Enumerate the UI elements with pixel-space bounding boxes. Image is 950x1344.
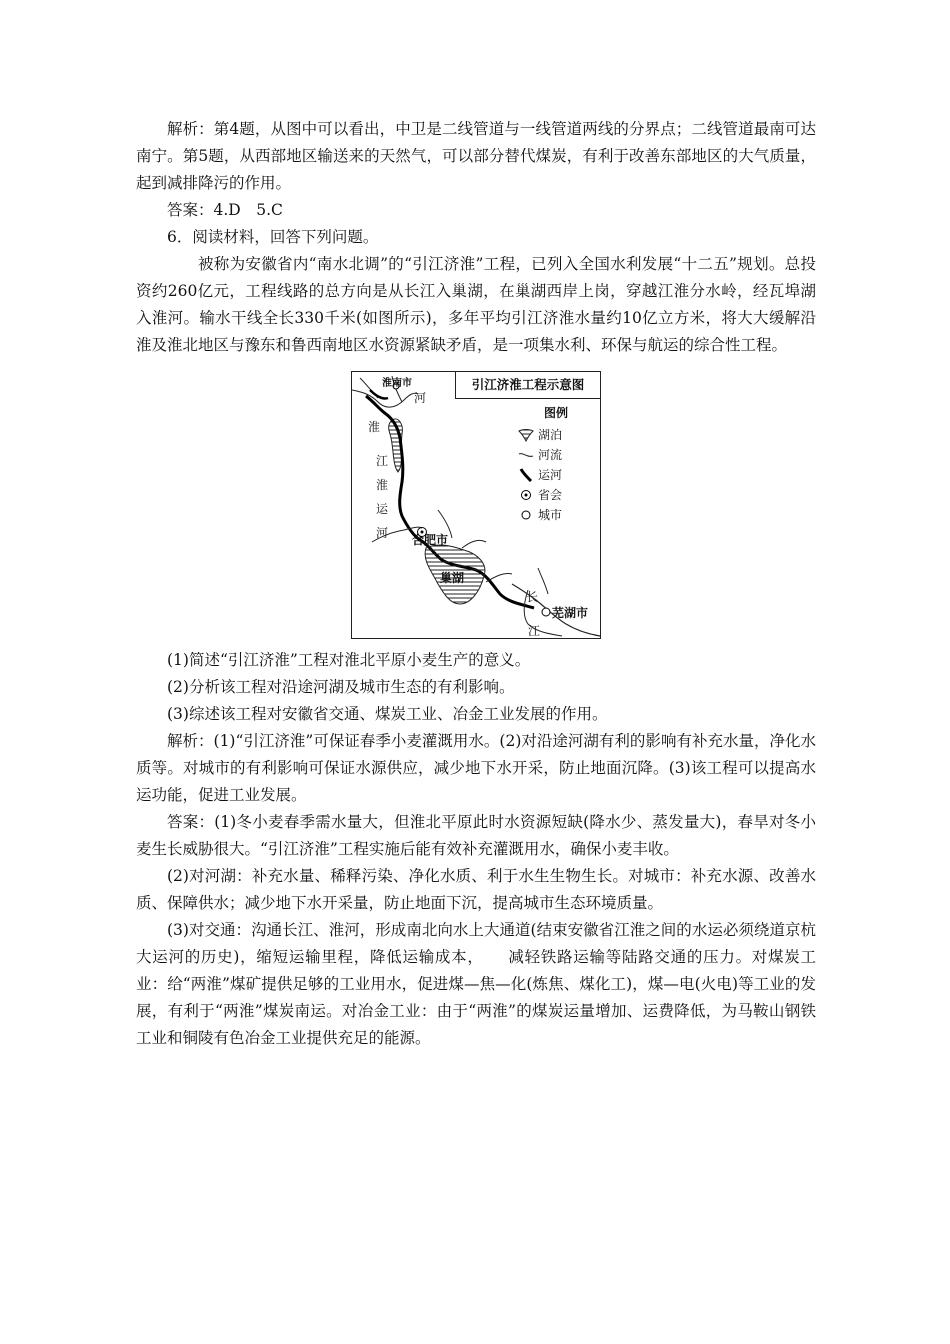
map-legend [516,404,596,525]
map-label-huai: 淮 [368,420,381,434]
river-icon [518,448,534,462]
reading-material: 被称为安徽省内“南水北调”的“引江济淮”工程，已列入全国水利发展“十二五”规划。总投资约260亿元，工程线路的总方向是从长江入巢湖，在巢湖西岸上岗，穿越江淮分水岭，经瓦埠湖入淮河。输水干线全长330千米(如图所示)，多年平均引江济淮水量约10亿立方米，将大大缓解沿淮及淮北地区与豫东和鲁西南地区水资源紧缺矛盾，是一项集水利、环保与航运的综合性工程。 [136,255,816,354]
question-6-1: (1)简述“引江济淮”工程对淮北平原小麦生产的意义。 [167,651,531,669]
map-label-he1: 河 [414,391,427,405]
answer-q4-5: 答案：4.D 5.C [167,201,283,219]
legend-item-canal: 运河 [516,465,596,485]
map-title: 引江济淮工程示意图 [455,372,600,399]
document-page [136,116,816,1052]
map-label-yun: 运 [376,502,389,516]
question-6-intro: 6．阅读材料，回答下列问题。 [167,228,379,246]
city-icon [518,508,534,522]
legend-item-lake: 湖泊 [516,425,596,445]
legend-title: 图例 [543,406,568,420]
answer-q6-3: (3)对交通：沟通长江、淮河，形成南北向水上大通道(结束安徽省江淮之间的水运必须绕道京杭大运河的历史)，缩短运输里程，降低运输成本， 减轻铁路运输等陆路交通的压力。对煤炭工业：给“两淮”煤矿提供足够的工业用水，促进煤—焦—化(炼焦、煤化工)，煤—电(火电)等工业的发展，有利于“两淮”煤炭南运。对冶金工业：由于“两淮”的煤炭运量增加、运费降低，为马鞍山钢铁工业和铜陵有色冶金工业提供充足的能源。 [136,921,816,1047]
question-6-3: (3)综述该工程对安徽省交通、煤炭工业、冶金工业发展的作用。 [167,705,608,723]
wuhu-city-marker [542,608,550,616]
map-label-chang: 长 [526,590,539,604]
canal-icon [518,468,534,482]
legend-item-city: 城市 [516,505,596,525]
map-label-huainan: 淮南市 [382,378,412,389]
map-label-hefei: 合肥市 [412,533,449,547]
legend-item-capital: 省会 [516,485,596,505]
capital-icon [518,488,534,502]
answer-q6-2: (2)对河湖：补充水量、稀释污染、净化水质、利于水生生物生长。对城市：补充水源、改善水质、保障供水；减少地下水开采量，防止地面下沉，提高城市生态环境质量。 [136,867,816,912]
map-label-jiang: 江 [376,454,389,468]
analysis-q6: 解析：(1)“引江济淮”可保证春季小麦灌溉用水。(2)对沿途河湖有利的影响有补充水量，净化水质等。对城市的有利影响可保证水源供应，减少地下水开采，防止地面沉降。(3)该工程可以提高水运功能，促进工业发展。 [136,732,816,804]
lake-icon [518,428,534,442]
map-label-huai2: 淮 [376,478,389,492]
legend-item-river: 河流 [516,445,596,465]
map-label-jiang2: 江 [528,624,541,638]
map-label-chaohu: 巢湖 [440,571,465,585]
answer-q6-1: 答案：(1)冬小麦春季需水量大，但淮北平原此时水资源短缺(降水少、蒸发量大)，春旱对冬小麦生长威胁很大。“引江济淮”工程实施后能有效补充灌溉用水，确保小麦丰收。 [136,813,816,858]
analysis-q4-5: 解析：第4题，从图中可以看出，中卫是二线管道与一线管道两线的分界点；二线管道最南可达南宁。第5题，从西部地区输送来的天然气，可以部分替代煤炭，有利于改善东部地区的大气质量，起到减排降污的作用。 [136,120,816,192]
map-label-he2: 河 [376,526,389,540]
map-label-wuhu: 芜湖市 [552,606,589,620]
project-map-figure [351,371,601,639]
question-6-2: (2)分析该工程对沿途河湖及城市生态的有利影响。 [167,678,515,696]
